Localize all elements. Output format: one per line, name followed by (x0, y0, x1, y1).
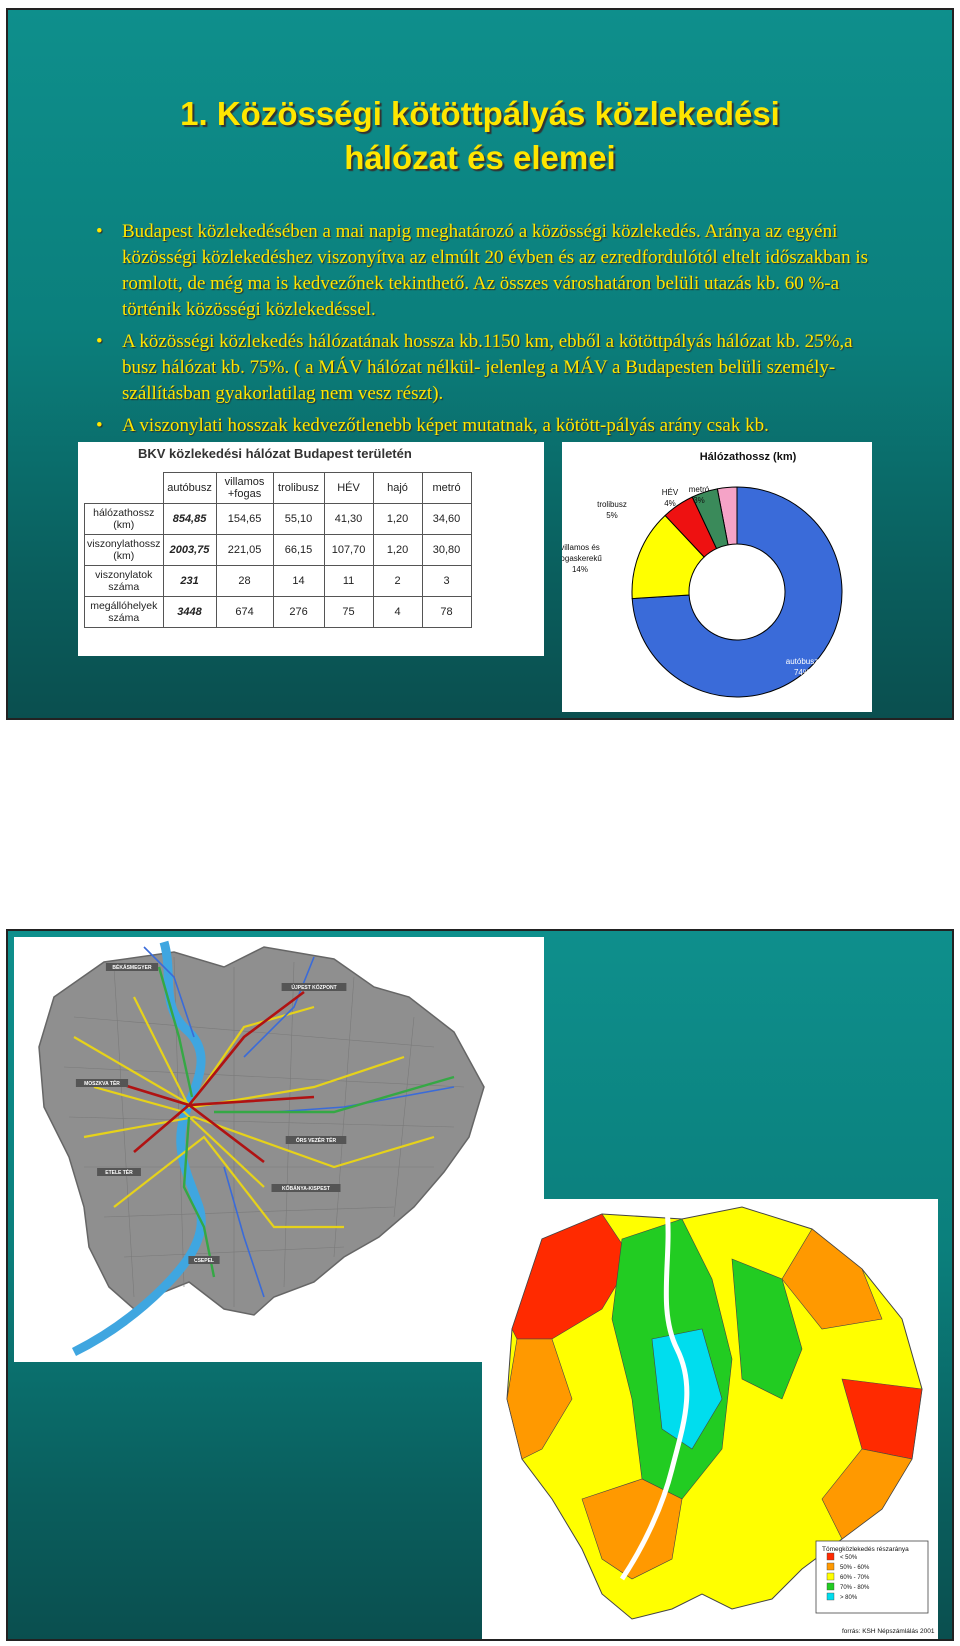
bullet-list (78, 219, 888, 445)
station-label: CSEPEL (193, 1258, 215, 1264)
title-line-1: 1. Közösségi kötöttpályás közlekedési (180, 95, 780, 132)
table-cell: 854,85 (163, 504, 216, 535)
transit-network-map (14, 937, 544, 1362)
pie-chart (562, 442, 872, 712)
table-corner (85, 473, 164, 504)
table-cell: 221,05 (216, 535, 273, 566)
map-source: forrás: KSH Népszámlálás 2001 (842, 1628, 935, 1635)
table-cell: 14 (273, 566, 324, 597)
row-header: viszonylathossz (km) (85, 535, 164, 566)
slide-title (8, 92, 952, 180)
legend-label: 50% - 60% (840, 1565, 870, 1571)
table-cell: 41,30 (324, 504, 373, 535)
legend-label: 60% - 70% (840, 1575, 870, 1581)
station-label: BÉKÁSMEGYER (112, 965, 152, 971)
table-cell: 78 (422, 597, 471, 628)
bullet-item (78, 413, 888, 439)
table-header-row (85, 473, 472, 504)
row-header: hálózathossz (km) (85, 504, 164, 535)
slice-label: HÉV (661, 488, 679, 497)
table-cell: 231 (163, 566, 216, 597)
bullet-text: A viszonylati hosszak kedvezőtlenebb képet mutatnak, a kötött-pályás arány csak kb. (122, 415, 769, 436)
slice-label: 3% (693, 496, 705, 505)
table-cell: 107,70 (324, 535, 373, 566)
slice-label: 5% (606, 511, 618, 520)
legend-label: 70% - 80% (840, 1585, 870, 1591)
table-cell: 75 (324, 597, 373, 628)
column-header: HÉV (324, 473, 373, 504)
table-cell: 55,10 (273, 504, 324, 535)
table-cell: 30,80 (422, 535, 471, 566)
table-cell: 276 (273, 597, 324, 628)
bullet-item (78, 329, 888, 407)
table-cell: 3448 (163, 597, 216, 628)
column-header: autóbusz (163, 473, 216, 504)
table-cell: 4 (373, 597, 422, 628)
network-map-svg (14, 937, 544, 1362)
table-row (85, 504, 472, 535)
slice-label: fogaskerekű (562, 554, 602, 563)
table-cell: 2 (373, 566, 422, 597)
station-label: ETELE TÉR (105, 1170, 133, 1176)
table-row (85, 566, 472, 597)
legend-label: > 80% (840, 1595, 858, 1601)
bullet-dot: • (96, 415, 103, 436)
table-cell: 2003,75 (163, 535, 216, 566)
slice-label: 74% (793, 668, 811, 677)
column-header: metró (422, 473, 471, 504)
station-label: KŐBÁNYA-KISPEST (282, 1186, 330, 1192)
title-line-2: hálózat és elemei (344, 139, 616, 176)
network-table (84, 472, 472, 628)
column-header: trolibusz (273, 473, 324, 504)
slice-label: 14% (571, 565, 589, 574)
slice-label: autóbusz (785, 657, 819, 666)
table-title: BKV közlekedési hálózat Budapest területén (138, 446, 412, 461)
table-cell: 11 (324, 566, 373, 597)
row-header: viszonylatok száma (85, 566, 164, 597)
legend-swatch (827, 1553, 834, 1560)
public-transport-share-map (482, 1199, 938, 1641)
table-cell: 28 (216, 566, 273, 597)
bullet-text: A közösségi közlekedés hálózatának hossza kb.1150 km, ebből a kötöttpályás hálózat kb. 25%,a busz hálózat kb. 75%. ( a MÁV hálózat nélkül- jelenleg a MÁV a Budapesten belüli személy-szállításban gyakorlatilag nem vesz részt). (122, 331, 853, 404)
slide-2 (6, 929, 954, 1641)
bullet-item (78, 219, 888, 323)
table-cell: 154,65 (216, 504, 273, 535)
table-row (85, 535, 472, 566)
column-header: hajó (373, 473, 422, 504)
network-table-panel (78, 442, 544, 656)
slide-1 (6, 8, 954, 720)
station-label: MOSZKVA TÉR (84, 1081, 120, 1087)
table-row (85, 597, 472, 628)
slice-label: metró (688, 485, 710, 494)
station-label: ÚJPEST KÖZPONT (291, 985, 337, 991)
chart-title: Hálózathossz (km) (699, 451, 797, 463)
table-cell: 66,15 (273, 535, 324, 566)
legend-swatch (827, 1563, 834, 1570)
table-cell: 1,20 (373, 504, 422, 535)
share-map-svg (482, 1199, 938, 1641)
bullet-dot: • (96, 221, 103, 242)
bullet-dot: • (96, 331, 103, 352)
slice-label: trolibusz (597, 500, 627, 509)
table-cell: 34,60 (422, 504, 471, 535)
column-header: villamos +fogas (216, 473, 273, 504)
table-cell: 674 (216, 597, 273, 628)
city-area (39, 947, 484, 1315)
legend-title: Tömegközlekedés részaránya (822, 1546, 909, 1553)
legend-label: < 50% (840, 1555, 858, 1561)
row-header: megállóhelyek száma (85, 597, 164, 628)
legend-swatch (827, 1583, 834, 1590)
station-label: ÖRS VEZÉR TÉR (295, 1138, 337, 1144)
pie-chart-panel (562, 442, 872, 712)
legend-swatch (827, 1593, 834, 1600)
table-cell: 1,20 (373, 535, 422, 566)
slice-label: 4% (664, 499, 676, 508)
slice-label: villamos és (562, 543, 600, 552)
legend-swatch (827, 1573, 834, 1580)
table-cell: 3 (422, 566, 471, 597)
bullet-text: Budapest közlekedésében a mai napig meghatározó a közösségi közlekedés. Aránya az egyéni közösségi közlekedéshez viszonyítva az elmúlt 20 évben és az ezredfordulótól eltelt időszakban is romlott, de még ma is kedvezőnek tekinthető. Az összes városhatáron belüli utazás kb. 60 %-a történik közösségi közlekedéssel. (122, 221, 869, 320)
